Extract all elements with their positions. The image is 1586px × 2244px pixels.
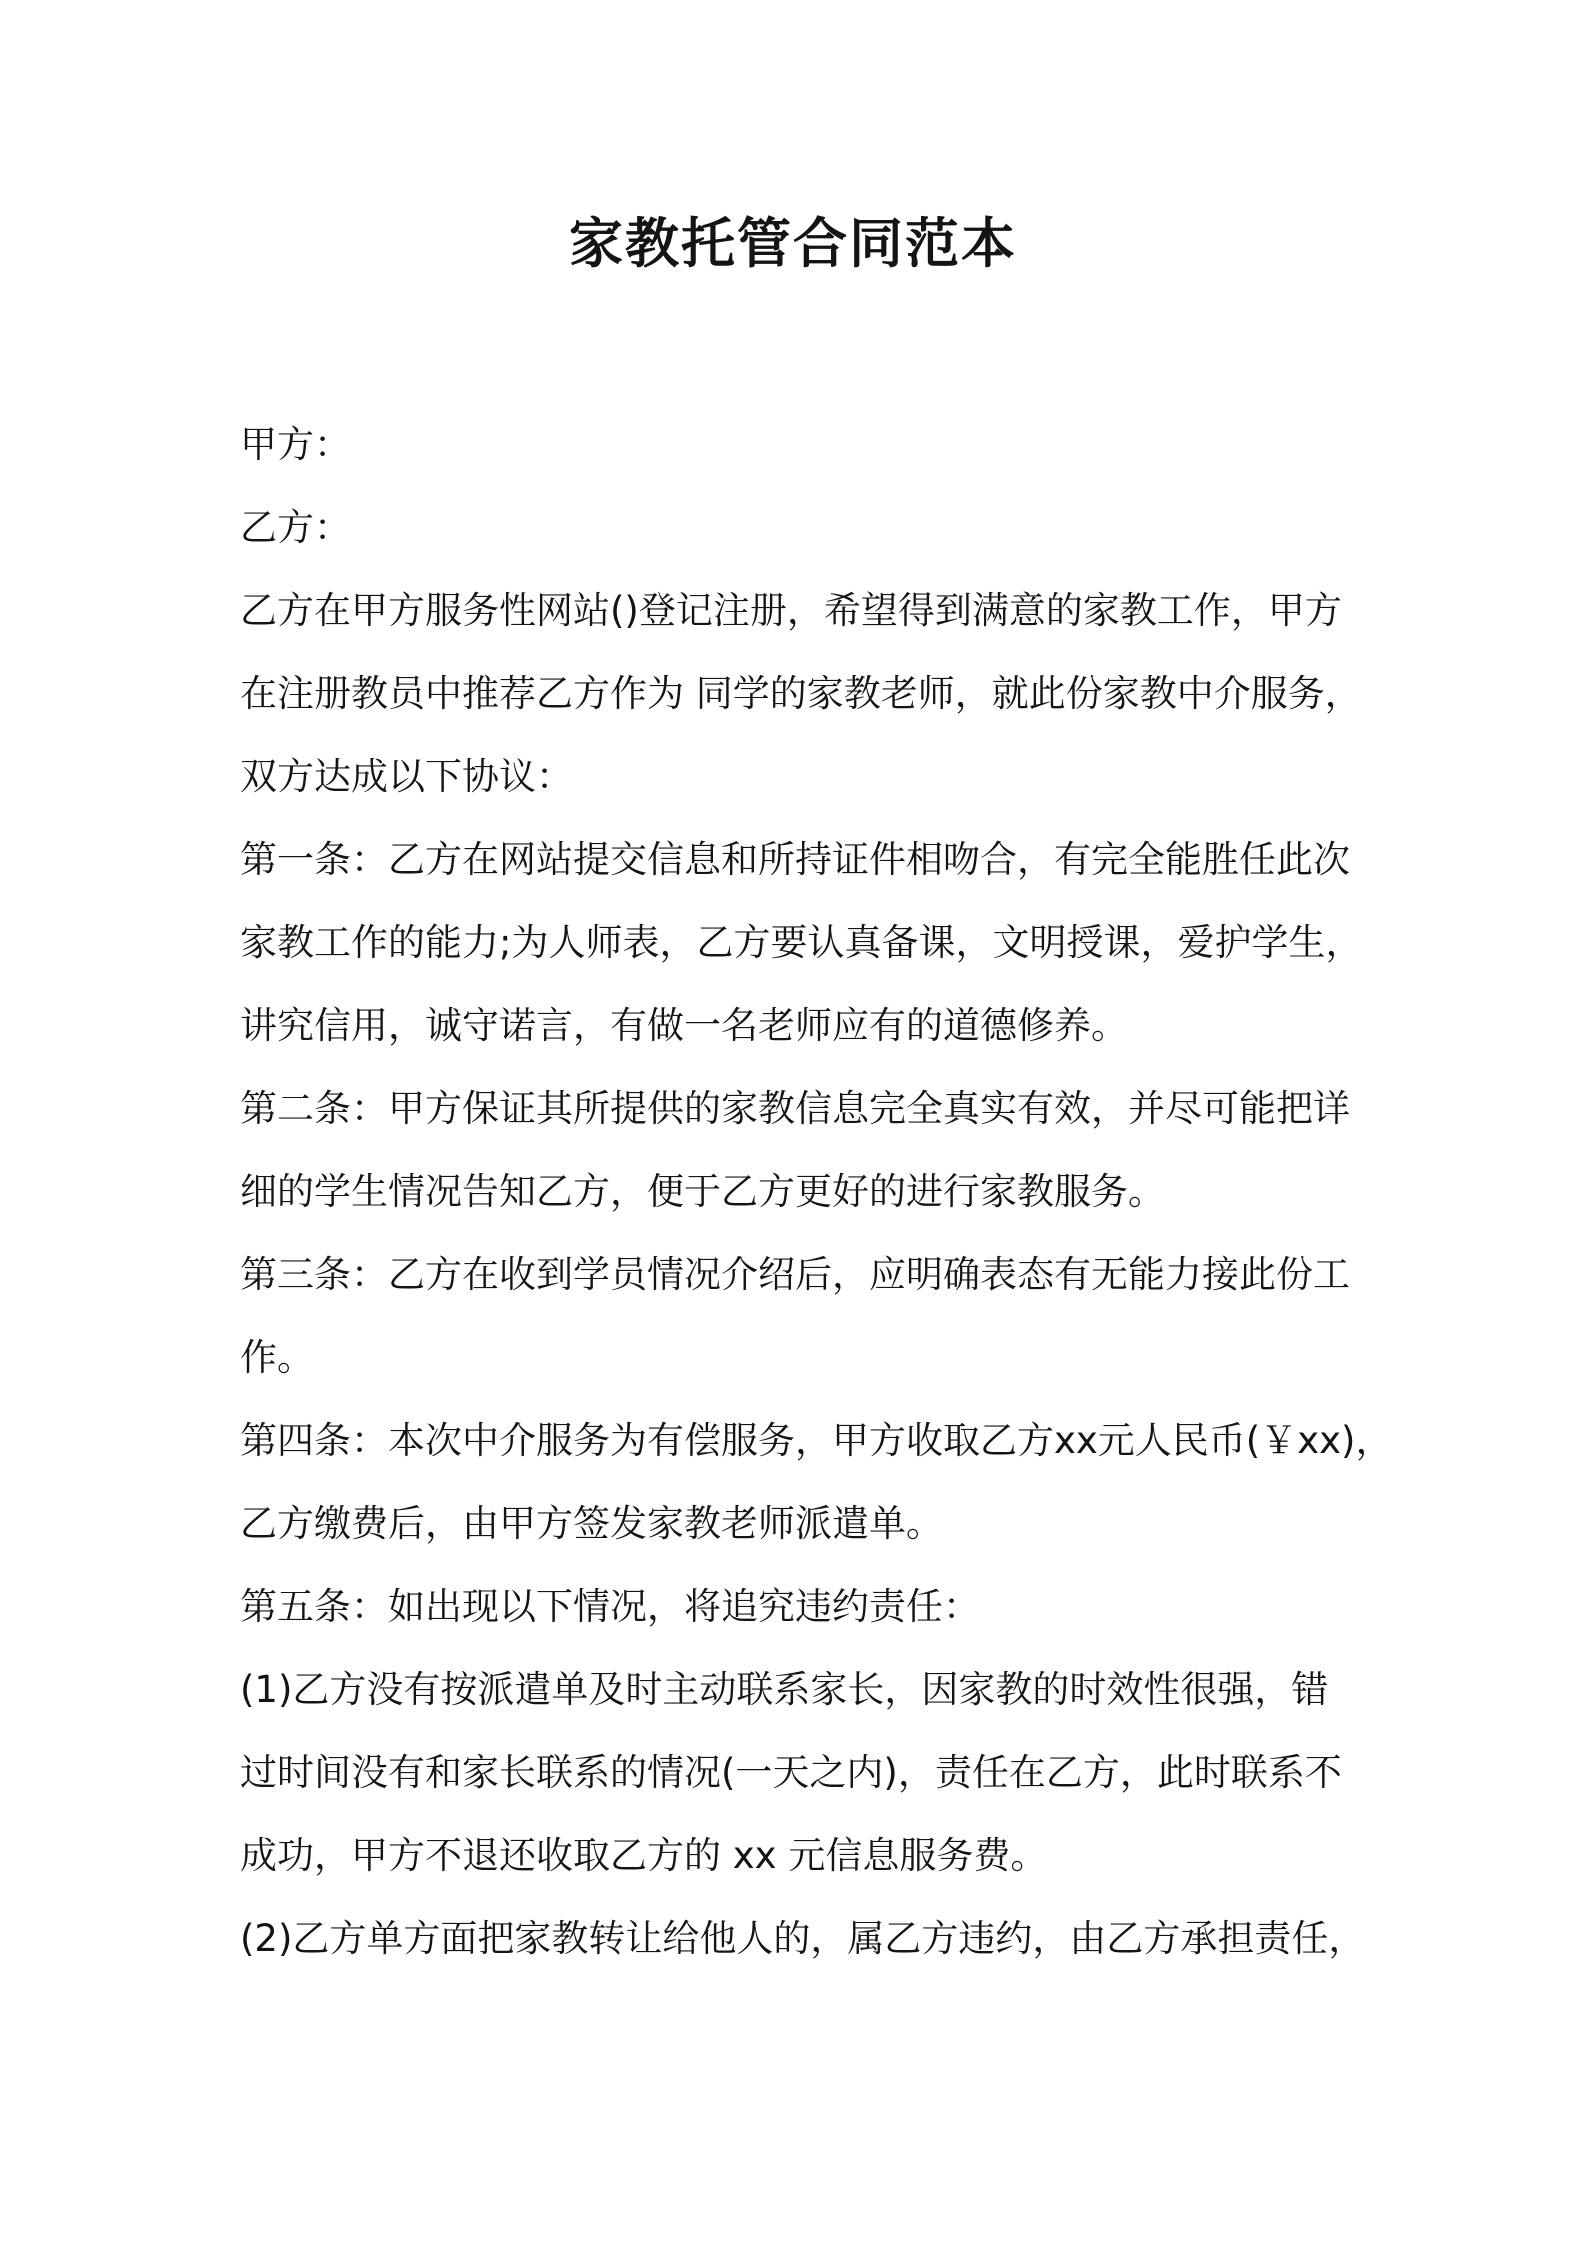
article-1-line: 第一条：乙方在网站提交信息和所持证件相吻合，有完全能胜任此次 [240,838,1350,881]
preamble-line: 乙方在甲方服务性网站()登记注册，希望得到满意的家教工作，甲方 [240,589,1342,632]
article-4-line: 第四条：本次中介服务为有偿服务，甲方收取乙方xx元人民币(￥xx)， [240,1419,1393,1462]
article-2-line: 细的学生情况告知乙方，便于乙方更好的进行家教服务。 [240,1170,1165,1213]
article-2-line: 第二条：甲方保证其所提供的家教信息完全真实有效，并尽可能把详 [240,1087,1350,1130]
document-title: 家教托管合同范本 [569,212,1017,275]
article-4-line: 乙方缴费后，由甲方签发家教老师派遣单。 [240,1502,943,1545]
article-1-line: 讲究信用，诚守诺言，有做一名老师应有的道德修养。 [240,1004,1128,1047]
party-a-line: 甲方： [240,423,351,466]
clause-1-line: (1)乙方没有按派遣单及时主动联系家长，因家教的时效性很强，错 [240,1668,1329,1711]
article-3-line: 作。 [240,1336,314,1379]
clause-1-line: 过时间没有和家长联系的情况(一天之内)，责任在乙方，此时联系不 [240,1751,1342,1794]
party-b-line: 乙方： [240,506,351,549]
article-3-line: 第三条：乙方在收到学员情况介绍后，应明确表态有无能力接此份工 [240,1253,1350,1296]
document-body [240,403,1393,1980]
preamble-line: 双方达成以下协议： [240,755,573,798]
clause-2-line: (2)乙方单方面把家教转让给他人的，属乙方违约，由乙方承担责任， [240,1917,1366,1960]
clause-1-line: 成功，甲方不退还收取乙方的 xx 元信息服务费。 [240,1834,1048,1877]
article-1-line: 家教工作的能力;为人师表，乙方要认真备课，文明授课，爱护学生， [240,921,1363,964]
preamble-line: 在注册教员中推荐乙方作为 同学的家教老师，就此份家教中介服务， [240,672,1362,715]
article-5-line: 第五条：如出现以下情况，将追究违约责任： [240,1585,980,1628]
